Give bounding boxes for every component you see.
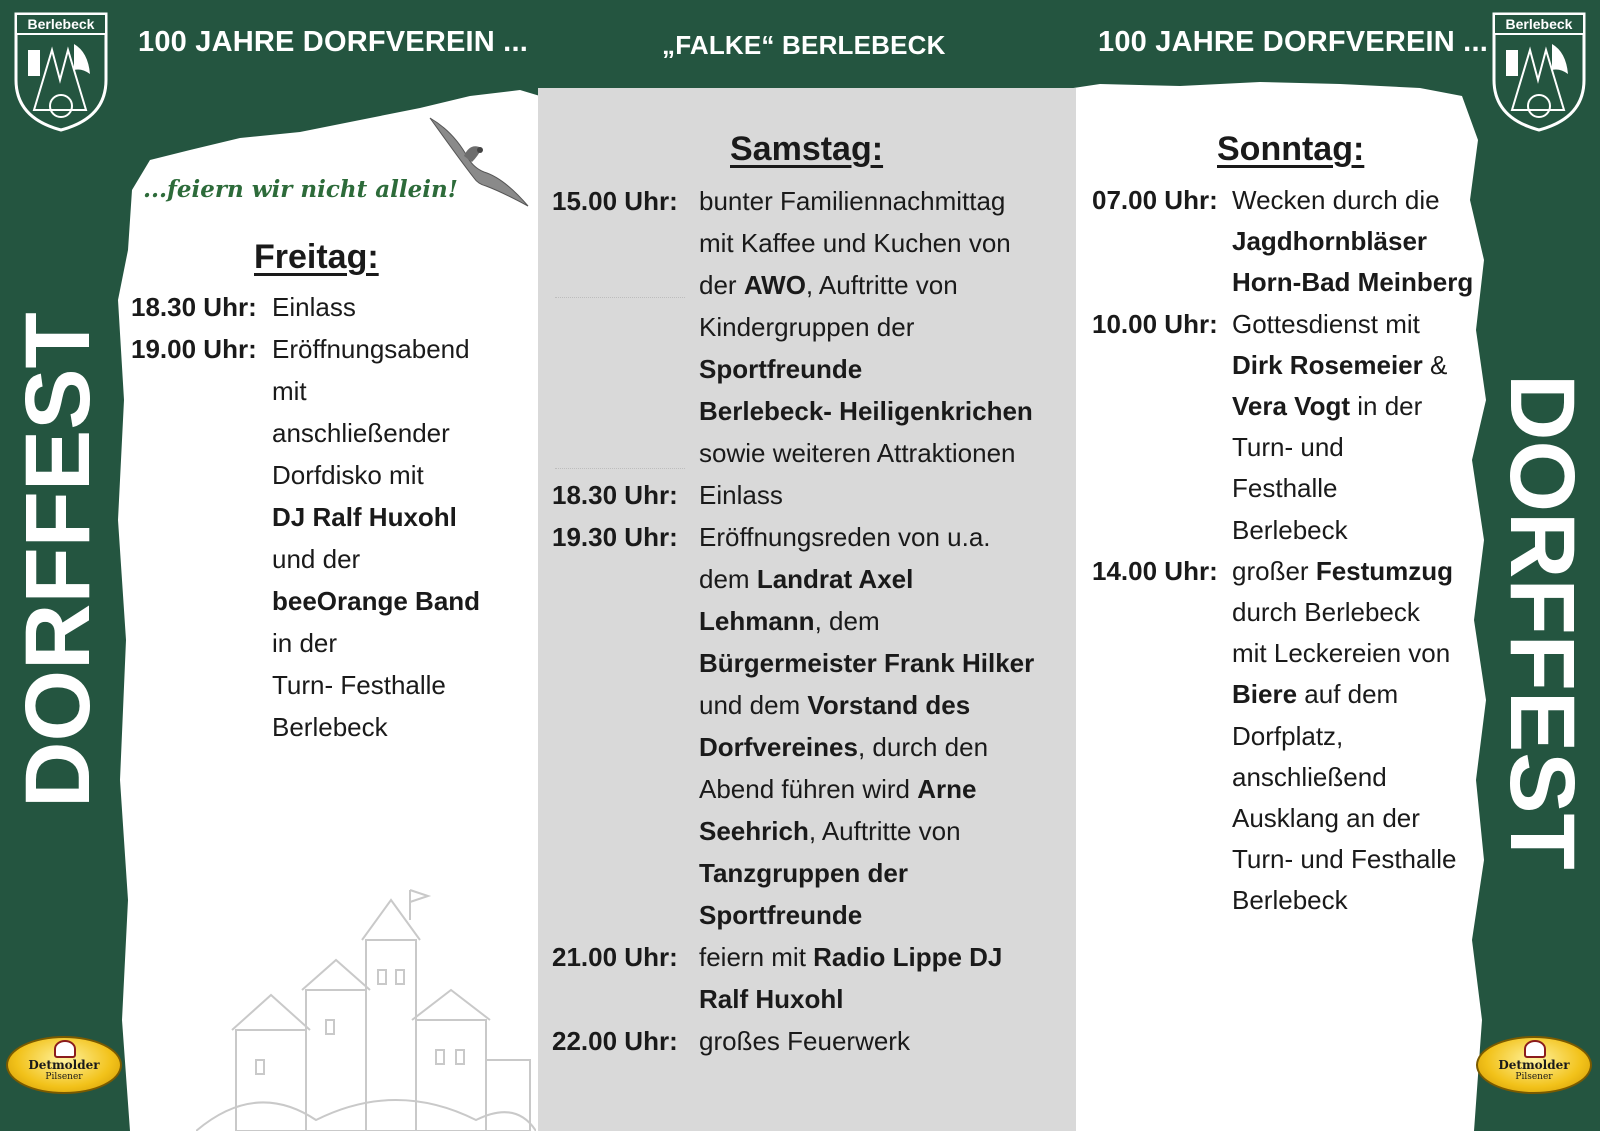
sunday-schedule: [1092, 180, 1482, 922]
saturday-event: [552, 516, 1072, 936]
event-line: [1232, 180, 1482, 221]
crown-icon: [1524, 1040, 1546, 1058]
header-center-title: „FALKE“ BERLEBECK: [662, 30, 946, 60]
highlight-text: Horn-Bad Meinberg: [1232, 267, 1474, 298]
saturday-event: [552, 180, 1072, 474]
highlight-text: Sportfreunde: [699, 900, 863, 930]
event-text: Turn- und Festhalle: [1232, 844, 1457, 875]
event-line: [272, 496, 531, 538]
highlight-text: Vorstand des: [807, 690, 971, 720]
event-line: [272, 538, 531, 580]
event-text: anschließend: [1232, 761, 1387, 792]
saturday-event: [552, 474, 1072, 516]
event-text: , dem: [814, 606, 880, 636]
side-banner-left: DORFFEST: [7, 312, 109, 808]
event-line: [1232, 386, 1482, 427]
header-left-title: 100 JAHRE DORFVEREIN ...: [138, 26, 528, 58]
event-line: [1232, 345, 1482, 386]
sponsor-sub-right: Pilsener: [1515, 1072, 1553, 1082]
event-line: [699, 180, 1072, 222]
event-text: großes Feuerwerk: [699, 1026, 910, 1056]
event-text: in der: [1350, 391, 1423, 422]
event-line: [699, 978, 1072, 1020]
event-line: [1232, 716, 1482, 757]
event-text: in der: [272, 628, 338, 658]
event-line: [272, 454, 531, 496]
event-text: dem: [699, 564, 757, 594]
event-time: 19.00 Uhr:: [131, 334, 257, 364]
event-line: [1232, 633, 1482, 674]
event-text: und dem: [699, 690, 808, 720]
event-line: [699, 600, 1072, 642]
highlight-text: Ralf Huxohl: [699, 984, 844, 1014]
highlight-text: Jagdhornbläser: [1232, 226, 1428, 257]
berlebeck-crest-icon: [12, 10, 110, 134]
event-time: 18.30 Uhr:: [552, 480, 678, 510]
event-line: [699, 684, 1072, 726]
highlight-text: Berlebeck- Heiligenkrichen: [699, 396, 1033, 426]
highlight-text: Radio Lippe DJ: [813, 942, 1003, 972]
event-text: großer: [1232, 555, 1316, 586]
highlight-text: Arne: [917, 774, 977, 804]
event-line: [699, 852, 1072, 894]
event-text: mit Kaffee und Kuchen von: [699, 228, 1011, 258]
event-text: mit Leckereien von: [1232, 638, 1451, 669]
event-line: [699, 936, 1072, 978]
event-line: [699, 894, 1072, 936]
event-text: , Auftritte von: [808, 816, 961, 846]
event-line: [1232, 221, 1482, 262]
event-time: 15.00 Uhr:: [552, 186, 678, 216]
highlight-text: Bürgermeister Frank Hilker: [699, 648, 1035, 678]
highlight-text: Sportfreunde: [699, 354, 863, 384]
highlight-text: Dorfvereines: [699, 732, 858, 762]
event-text: Gottesdienst mit: [1232, 308, 1420, 339]
event-line: [1232, 468, 1482, 509]
saturday-schedule: [552, 180, 1072, 1062]
saturday-event: [552, 1020, 1072, 1062]
event-text: Einlass: [699, 480, 783, 510]
event-text: Ausklang an der: [1232, 803, 1420, 834]
event-text: und der: [272, 544, 361, 574]
slogan: ...feiern wir nicht allein!: [143, 176, 458, 203]
event-line: [272, 706, 531, 748]
event-text: feiern mit: [699, 942, 814, 972]
event-text: &: [1422, 349, 1448, 380]
event-text: Turn- Festhalle: [272, 670, 446, 700]
event-time: 21.00 Uhr:: [552, 942, 678, 972]
event-text: Berlebeck: [1232, 514, 1348, 545]
crest-label-right: Berlebeck: [1505, 16, 1573, 32]
event-text: sowie weiteren Attraktionen: [699, 438, 1016, 468]
event-line: [699, 306, 1072, 348]
event-line: [272, 622, 531, 664]
event-line: [699, 474, 1072, 516]
header-right-title: 100 JAHRE DORFVEREIN ...: [1098, 26, 1488, 58]
event-line: [1232, 262, 1482, 303]
event-line: [699, 768, 1072, 810]
highlight-text: beeOrange Band: [272, 586, 481, 616]
event-text: Wecken durch die: [1232, 185, 1440, 215]
event-line: [272, 412, 531, 454]
friday-schedule: [131, 286, 531, 748]
sunday-heading: Sonntag:: [1217, 130, 1365, 168]
event-time: 19.30 Uhr:: [552, 522, 678, 552]
event-line: [699, 558, 1072, 600]
saturday-event: [552, 936, 1072, 1020]
castle-sketch-illustration: [196, 880, 536, 1131]
event-text: durch Berlebeck: [1232, 597, 1420, 628]
event-text: Kindergruppen der: [699, 312, 915, 342]
event-line: [699, 390, 1072, 432]
sponsor-name-right: Detmolder: [1498, 1058, 1570, 1072]
event-line: [272, 328, 531, 370]
event-line: [699, 516, 1072, 558]
detmolder-logo: [6, 1036, 122, 1094]
event-time: 10.00 Uhr:: [1092, 308, 1218, 339]
event-time: 22.00 Uhr:: [552, 1026, 678, 1056]
event-text: Einlass: [272, 292, 356, 322]
highlight-text: Festumzug: [1315, 555, 1454, 586]
berlebeck-crest-right-icon: [1490, 10, 1588, 134]
highlight-text: Biere: [1232, 679, 1298, 710]
highlight-text: Seehrich: [699, 816, 809, 846]
event-text: Berlebeck: [272, 712, 388, 742]
event-line: [699, 348, 1072, 390]
sunday-event: [1092, 180, 1482, 304]
event-text: Abend führen wird: [699, 774, 918, 804]
event-line: [1232, 304, 1482, 345]
crest-label: Berlebeck: [27, 16, 95, 32]
highlight-text: Lehmann: [699, 606, 815, 636]
friday-event: [131, 286, 531, 328]
event-line: [272, 580, 531, 622]
event-line: [699, 222, 1072, 264]
side-banner-right: DORFFEST: [1491, 374, 1593, 870]
event-text: der: [699, 270, 744, 300]
highlight-text: Dirk Rosemeier: [1232, 349, 1423, 380]
event-line: [1232, 757, 1482, 798]
crown-icon: [54, 1040, 76, 1058]
event-text: , durch den: [857, 732, 989, 762]
event-text: Dorfplatz,: [1232, 720, 1344, 751]
event-text: Festhalle: [1232, 473, 1338, 504]
event-text: bunter Familiennachmittag: [699, 186, 1006, 216]
sponsor-sub: Pilsener: [45, 1072, 83, 1082]
event-text: auf dem: [1297, 679, 1399, 710]
saturday-heading: Samstag:: [730, 130, 884, 168]
event-text: Berlebeck: [1232, 885, 1348, 916]
event-line: [1232, 880, 1482, 921]
event-text: Dorfdisko mit: [272, 460, 424, 490]
event-time: 07.00 Uhr:: [1092, 185, 1218, 215]
event-line: [1232, 592, 1482, 633]
event-time: 18.30 Uhr:: [131, 292, 257, 322]
highlight-text: DJ Ralf Huxohl: [272, 502, 457, 532]
event-line: [699, 726, 1072, 768]
event-line: [699, 264, 1072, 306]
friday-event: [131, 328, 531, 748]
sunday-event: [1092, 551, 1482, 922]
event-text: , Auftritte von: [805, 270, 958, 300]
event-line: [1232, 551, 1482, 592]
event-line: [1232, 427, 1482, 468]
event-line: [699, 642, 1072, 684]
event-line: [1232, 839, 1482, 880]
sunday-event: [1092, 304, 1482, 551]
highlight-text: AWO: [743, 270, 806, 300]
event-text: anschließender: [272, 418, 450, 448]
highlight-text: Landrat Axel: [756, 564, 914, 594]
event-line: [1232, 510, 1482, 551]
event-line: [699, 1020, 1072, 1062]
event-text: Eröffnungsreden von u.a.: [699, 522, 991, 552]
detmolder-logo-right: [1476, 1036, 1592, 1094]
event-line: [272, 664, 531, 706]
friday-heading: Freitag:: [254, 238, 379, 276]
sponsor-name: Detmolder: [28, 1058, 100, 1072]
highlight-text: Tanzgruppen der: [699, 858, 908, 888]
event-text: Turn- und: [1232, 432, 1344, 463]
event-line: [699, 810, 1072, 852]
event-line: [1232, 798, 1482, 839]
event-time: 14.00 Uhr:: [1092, 555, 1218, 586]
highlight-text: Vera Vogt: [1232, 391, 1351, 422]
event-line: [1232, 674, 1482, 715]
event-line: [699, 432, 1072, 474]
event-text: Eröffnungsabend: [272, 334, 470, 364]
event-line: [272, 370, 531, 412]
event-text: mit: [272, 376, 307, 406]
event-line: [272, 286, 531, 328]
